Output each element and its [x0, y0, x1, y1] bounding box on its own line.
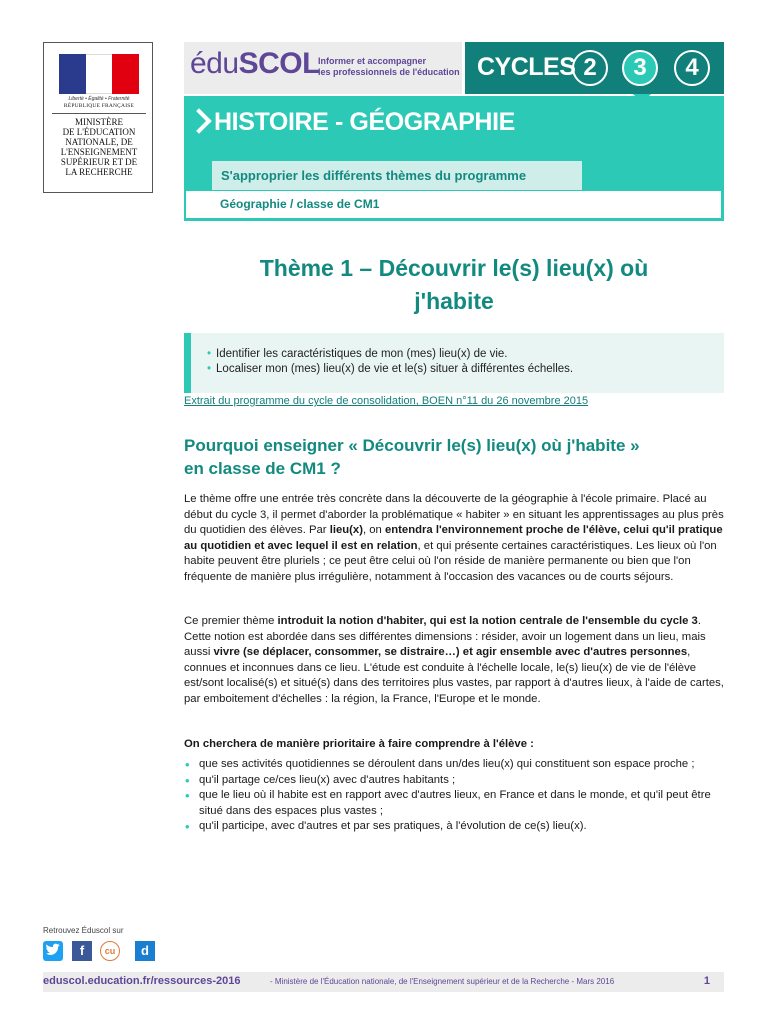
ministry-logo	[43, 42, 153, 193]
cycle-3-badge[interactable]: 3	[622, 50, 658, 86]
priority-list	[184, 757, 724, 835]
divider	[52, 113, 146, 114]
footer	[43, 972, 724, 992]
eduscol-tagline: Informer et accompagner les professionnels de l'éducation	[318, 56, 460, 77]
marianne-flag-logo	[59, 54, 139, 94]
ministry-name: MINISTÈRE DE L'ÉDUCATION NATIONALE, DE L'ENSEIGNEMENT SUPÉRIEUR ET DE LA RECHERCHE	[60, 117, 138, 177]
list-item: • qu'il partage ce/ces lieu(x) avec d'autres habitants ;	[184, 773, 724, 789]
cycles-label: CYCLES	[477, 53, 576, 81]
footer-credit: - Ministère de l'Éducation nationale, de l'Enseignement supérieur et de la Recherche - Mars 2016	[270, 977, 615, 986]
paragraph-notion-habiter: Ce premier thème introduit la notion d'habiter, qui est la notion centrale de l'ensemble du cycle 3. Cette notion est abordée dans ses différentes dimensions : résider, avoir un logement dans un lieu, mais aussi vivre (se déplacer, consommer, se distraire…) et agir ensemble avec d'autres personnes, connues et inconnues dans ce lieu. L'étude est conduite à l'échelle locale, le(s) lieu(x) de vie de l'élève est/sont localisé(s) et situé(s) dans des territoires plus vastes, par rapport à d'autres lieux, à l'aide de cartes, par emboitement d'échelles : la région, la France, l'Europe et le monde.	[184, 615, 724, 705]
list-item: • que le lieu où il habite est en rapport avec d'autres lieux, en France et dans le monde, et qu'il peut être situé dans des espaces plus vastes ;	[184, 788, 724, 819]
level-label: Géographie / classe de CM1	[186, 191, 721, 218]
footer-url-link[interactable]: eduscol.education.fr/ressources-2016	[43, 975, 241, 987]
canal-u-icon[interactable]: cu	[100, 941, 120, 961]
cycle-2-badge[interactable]: 2	[572, 50, 608, 86]
republic-label: RÉPUBLIQUE FRANÇAISE	[63, 103, 135, 109]
republic-motto: Liberté • Égalité • Fraternité	[68, 96, 130, 102]
objective-item: • Localiser mon (mes) lieu(x) de vie et le(s) situer à différentes échelles.	[207, 362, 707, 377]
eduscol-logo-bar[interactable]	[184, 42, 462, 94]
cycle-4-badge[interactable]: 4	[674, 50, 710, 86]
section-heading: Pourquoi enseigner « Découvrir le(s) lieu(x) où j'habite » en classe de CM1 ?	[184, 436, 640, 478]
eduscol-logo: éduSCOL	[190, 47, 320, 80]
bullets-lead: On cherchera de manière prioritaire à faire comprendre à l'élève :	[184, 738, 534, 750]
boen-extract-link[interactable]: Extrait du programme du cycle de consolidation, BOEN n°11 du 26 novembre 2015	[184, 395, 589, 407]
page-number: 1	[703, 975, 710, 987]
paragraph-intro: Le thème offre une entrée très concrète dans la découverte de la géographie à l'école primaire. Placé au début du cycle 3, il permet d'aborder la problématique « habiter » en situant les apprentissages au plus près du quotidien des élèves. Par lieu(x), on entendra l'environnement proche de l'élève, celui qu'il pratique au quotidien et avec lequel il est en relation, et qui présente certaines caractéristiques. Les lieux où l'on habite peuvent être pluriels ; ce peut être celui où l'on réside de manière permanente ou bien que l'on fréquente de manière plus irrégulière, notamment à l'occasion des vacances ou de courts séjours.	[184, 493, 724, 583]
cycles-bar	[465, 42, 724, 94]
twitter-icon[interactable]	[43, 941, 63, 961]
chevron-right-icon	[186, 108, 211, 133]
facebook-icon[interactable]: f	[72, 941, 92, 961]
dailymotion-icon[interactable]: d	[135, 941, 155, 961]
theme-link[interactable]: S'approprier les différents thèmes du programme	[212, 161, 582, 190]
list-item: • qu'il participe, avec d'autres et par ses pratiques, à l'évolution de ce(s) lieu(x).	[184, 819, 724, 835]
follow-label: Retrouvez Éduscol sur	[43, 926, 124, 935]
subject-title: HISTOIRE - GÉOGRAPHIE	[214, 108, 515, 136]
objectives-box	[184, 333, 724, 393]
list-item: • que ses activités quotidiennes se déroulent dans un/des lieu(x) qui constituent son espace proche ;	[184, 757, 724, 773]
objective-item: • Identifier les caractéristiques de mon (mes) lieu(x) de vie.	[207, 347, 707, 362]
page-title: Thème 1 – Découvrir le(s) lieu(x) où j'habite	[259, 255, 649, 314]
